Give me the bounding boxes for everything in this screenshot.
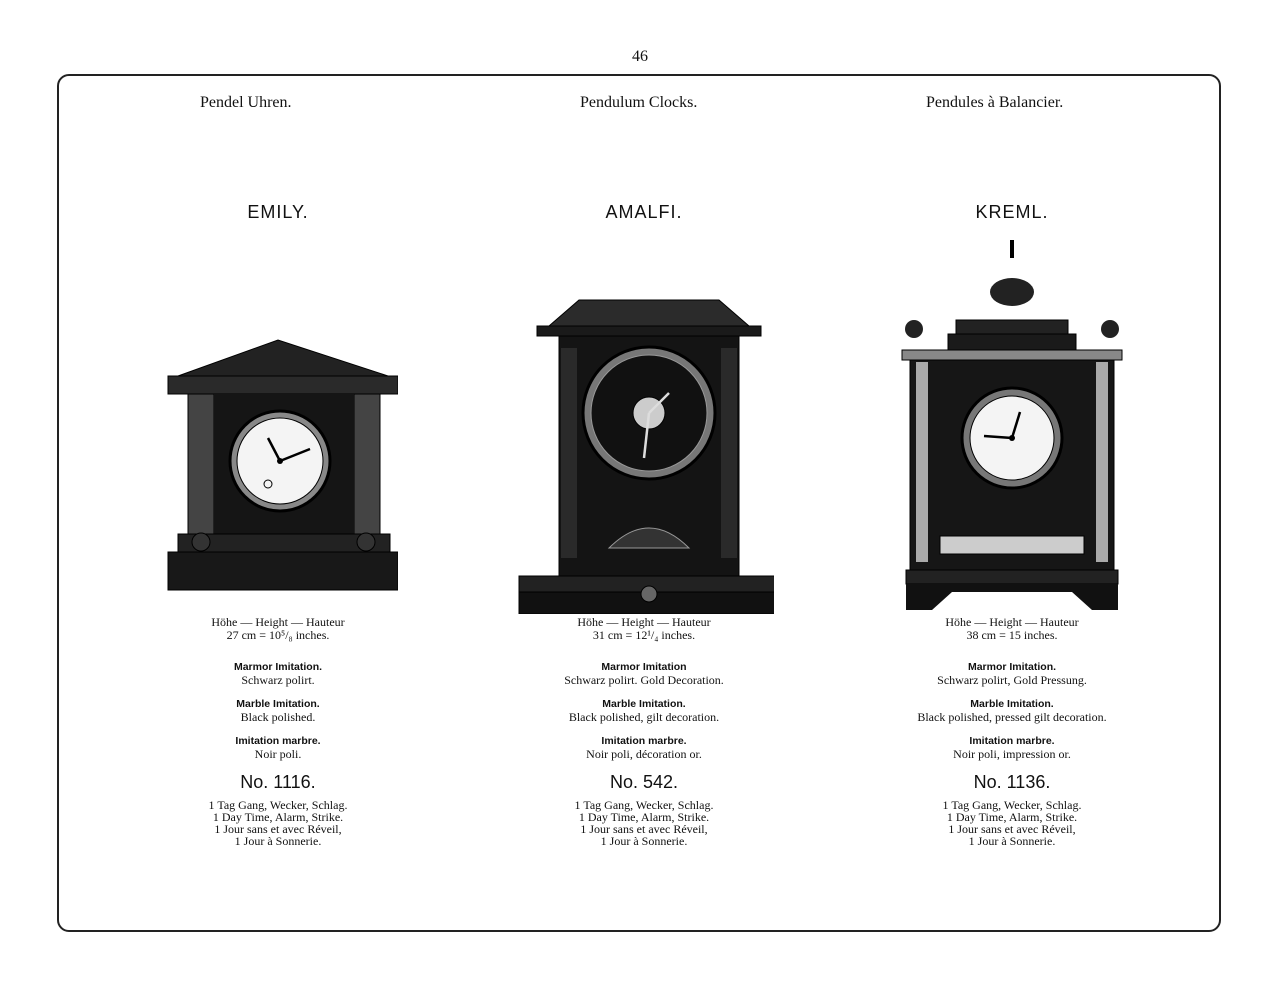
- header-french: Pendules à Balancier.: [926, 94, 1064, 111]
- material-fr-title: Imitation marbre.: [601, 735, 687, 747]
- material-fr-desc: Noir poli.: [254, 747, 302, 761]
- kreml-clock-icon: [892, 236, 1132, 614]
- feature-item: 1 Jour sans et avec Réveil,: [214, 822, 342, 836]
- material-fr-desc: Noir poli, décoration or.: [586, 747, 702, 761]
- material-fr-desc: Noir poli, impression or.: [953, 747, 1071, 761]
- features-list: [108, 799, 448, 847]
- feature-item: 1 Jour sans et avec Réveil,: [580, 822, 708, 836]
- material-en-desc: Black polished, pressed gilt decoration.: [917, 710, 1107, 724]
- feature-item: 1 Jour sans et avec Réveil,: [948, 822, 1076, 836]
- header-german: Pendel Uhren.: [200, 94, 292, 111]
- model-name: KREML.: [975, 202, 1049, 222]
- material-en-title: Marble Imitation.: [602, 698, 686, 710]
- material-de-desc: Schwarz polirt. Gold Decoration.: [564, 673, 724, 687]
- feature-item: 1 Tag Gang, Wecker, Schlag.: [942, 798, 1082, 812]
- model-name: AMALFI.: [605, 202, 683, 222]
- product-number: No. 1116.: [240, 772, 316, 792]
- page-number: 46: [632, 48, 648, 65]
- material-en-title: Marble Imitation.: [970, 698, 1054, 710]
- feature-item: 1 Tag Gang, Wecker, Schlag.: [208, 798, 348, 812]
- product-number: No. 542.: [609, 772, 679, 792]
- height-label: Höhe — Height — Hauteur: [577, 615, 711, 629]
- amalfi-clock-icon: [514, 236, 774, 614]
- feature-item: 1 Day Time, Alarm, Strike.: [578, 810, 710, 824]
- material-de-title: Marmor Imitation: [601, 661, 687, 673]
- height-label: Höhe — Height — Hauteur: [211, 615, 345, 629]
- clock-illustration: [842, 236, 1182, 614]
- material-fr-title: Imitation marbre.: [235, 735, 321, 747]
- material-en-title: Marble Imitation.: [236, 698, 320, 710]
- feature-item: 1 Jour à Sonnerie.: [234, 834, 322, 848]
- height-value: 31 cm = 12¹/₄ inches.: [592, 628, 696, 642]
- height-value: 38 cm = 15 inches.: [966, 628, 1058, 642]
- height-label: Höhe — Height — Hauteur: [945, 615, 1079, 629]
- model-name: EMILY.: [247, 202, 309, 222]
- material-fr-title: Imitation marbre.: [969, 735, 1055, 747]
- height-value: 27 cm = 10⁵/₈ inches.: [226, 628, 330, 642]
- material-en-desc: Black polished.: [240, 710, 316, 724]
- clock-illustration: [474, 236, 814, 614]
- material-en-desc: Black polished, gilt decoration.: [568, 710, 720, 724]
- features-list: [842, 799, 1182, 847]
- material-de-desc: Schwarz polirt.: [241, 673, 315, 687]
- feature-item: 1 Day Time, Alarm, Strike.: [946, 810, 1078, 824]
- feature-item: 1 Jour à Sonnerie.: [600, 834, 688, 848]
- material-de-title: Marmor Imitation.: [967, 661, 1057, 673]
- product-number: No. 1136.: [973, 772, 1051, 792]
- emily-clock-icon: [158, 236, 398, 614]
- feature-item: 1 Day Time, Alarm, Strike.: [212, 810, 344, 824]
- material-de-desc: Schwarz polirt, Gold Pressung.: [937, 673, 1087, 687]
- features-list: [474, 799, 814, 847]
- clock-illustration: [108, 236, 448, 614]
- header-english: Pendulum Clocks.: [580, 94, 698, 111]
- feature-item: 1 Jour à Sonnerie.: [968, 834, 1056, 848]
- material-de-title: Marmor Imitation.: [233, 661, 323, 673]
- feature-item: 1 Tag Gang, Wecker, Schlag.: [574, 798, 714, 812]
